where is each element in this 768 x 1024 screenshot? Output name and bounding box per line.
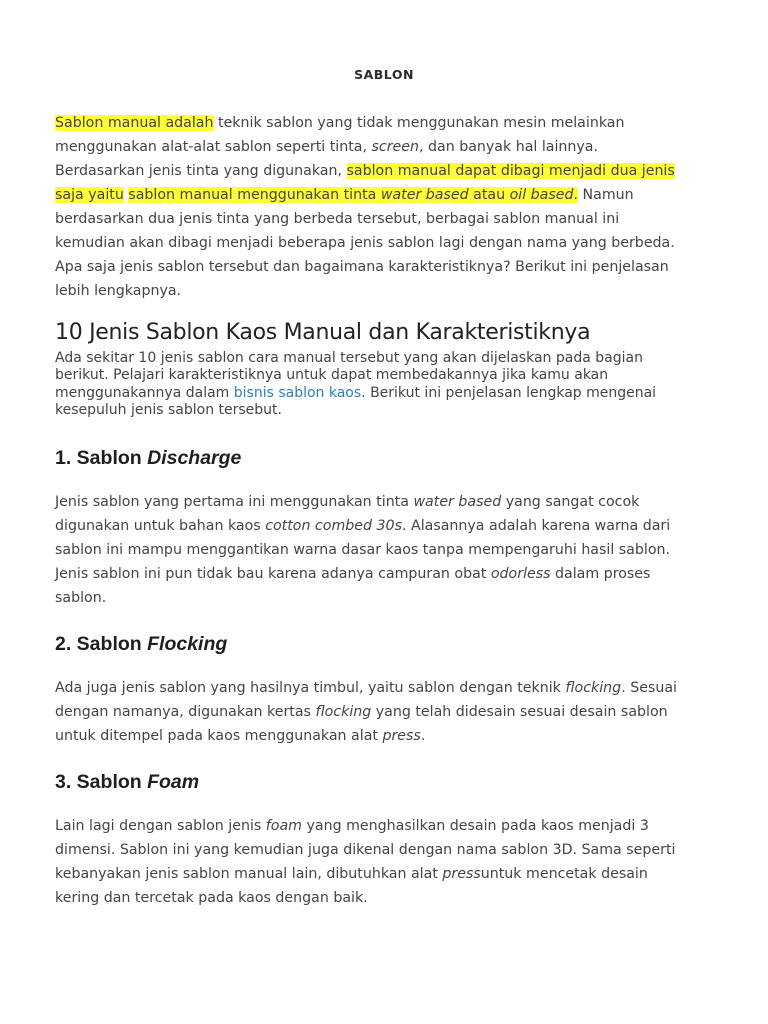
text-line (55, 135, 725, 159)
text: Ada juga jenis sablon yang hasilnya timbul, yaitu sablon dengan teknik (55, 680, 566, 696)
text: . Berikut ini penjelasan lengkap mengenai (361, 384, 657, 401)
highlighted-text: sablon manual dapat dibagi menjadi dua jenis (346, 163, 675, 179)
item-heading-flocking (55, 633, 227, 656)
text-line (55, 562, 725, 586)
text: , dan banyak hal lainnya. (418, 139, 599, 155)
text-line: kering dan tercetak pada kaos dengan baik. (55, 890, 368, 906)
text-line: lebih lengkapnya. (55, 283, 182, 299)
text: 3. Sablon (55, 771, 148, 793)
text: atau (468, 187, 510, 203)
highlighted-text: Sablon manual adalah (55, 115, 214, 131)
document-title: SABLON (354, 67, 414, 82)
italic-text: press (382, 728, 421, 744)
bisnis-sablon-kaos-link[interactable]: bisnis sablon kaos (233, 384, 362, 401)
text-line: berdasarkan dua jenis tinta yang berbeda tersebut, berbagai sablon manual ini (55, 211, 620, 227)
text: teknik sablon yang tidak menggunakan mesin melainkan (213, 115, 625, 131)
text: untuk ditempel pada kaos menggunakan alat (55, 728, 383, 744)
italic-text: press (442, 866, 481, 882)
text-line: dimensi. Sablon ini yang kemudian juga dikenal dengan nama sablon 3D. Sama seperti (55, 842, 676, 858)
text-line (55, 514, 725, 538)
text: 1. Sablon (55, 447, 148, 469)
text: Berdasarkan jenis tinta yang digunakan, (55, 163, 347, 179)
text: 2. Sablon (55, 633, 148, 655)
text: yang sangat cocok (501, 494, 640, 510)
text-line (55, 814, 725, 838)
italic-text: flocking (565, 680, 622, 696)
italic-text: cotton combed 30s (265, 518, 402, 534)
highlighted-text (128, 187, 578, 203)
text-line: Ada sekitar 10 jenis sablon cara manual tersebut yang akan dijelaskan pada bagian (55, 350, 643, 366)
item-paragraph-foam (55, 814, 725, 910)
text: digunakan untuk bahan kaos (55, 518, 266, 534)
text: . Sesuai (621, 680, 677, 696)
text-line (55, 159, 725, 183)
text: Namun (578, 187, 634, 203)
text-line: kesepuluh jenis sablon tersebut. (55, 401, 282, 418)
text: yang menghasilkan desain pada kaos menjadi 3 (302, 818, 649, 834)
text: menggunakannya dalam (55, 384, 234, 401)
item-paragraph-flocking (55, 676, 725, 748)
highlighted-text: saja yaitu (55, 187, 124, 203)
italic-text: water based (380, 187, 469, 203)
text-line (55, 700, 725, 724)
text-line: kemudian akan dibagi menjadi beberapa jenis sablon lagi dengan nama yang berbeda. (55, 235, 675, 251)
text: yang telah didesain sesuai desain sablon (371, 704, 668, 720)
italic-text: flocking (315, 704, 372, 720)
item-heading-discharge (55, 447, 241, 470)
text-line (55, 862, 725, 886)
text: Lain lagi dengan sablon jenis (55, 818, 266, 834)
section-heading: 10 Jenis Sablon Kaos Manual dan Karakteristiknya (55, 320, 591, 345)
text-line (55, 111, 725, 135)
text: Jenis sablon yang pertama ini menggunakan tinta (55, 494, 414, 510)
text: Jenis sablon ini pun tidak bau karena adanya campuran obat (55, 566, 491, 582)
section-intro (55, 350, 735, 419)
text-line (55, 385, 735, 402)
intro-paragraph (55, 111, 725, 303)
italic-text: odorless (490, 566, 551, 582)
text-line: sablon. (55, 590, 107, 606)
text-line: berikut. Pelajari karakteristiknya untuk dapat membedakannya jika kamu akan (55, 367, 609, 384)
italic-text: Flocking (147, 633, 228, 655)
text: dalam proses (550, 566, 651, 582)
text: kebanyakan jenis sablon manual lain, dibutuhkan alat (55, 866, 443, 882)
text-line (55, 490, 725, 514)
italic-text: Discharge (147, 447, 242, 469)
item-heading-foam (55, 771, 199, 794)
italic-text: screen (371, 139, 419, 155)
text: . Alasannya adalah karena warna dari (401, 518, 671, 534)
text-line: sablon ini mampu menggantikan warna dasar kaos tanpa mempengaruhi hasil sablon. (55, 542, 671, 558)
text-line: Apa saja jenis sablon tersebut dan bagaimana karakteristiknya? Berikut ini penjelasan (55, 259, 669, 275)
text-line (55, 183, 725, 207)
text-line (55, 676, 725, 700)
italic-text: Foam (147, 771, 200, 793)
text: menggunakan alat-alat sablon seperti tinta, (55, 139, 372, 155)
text: sablon manual menggunakan tinta (128, 187, 381, 203)
italic-text: foam (265, 818, 302, 834)
text: dengan namanya, digunakan kertas (55, 704, 316, 720)
text: . (573, 187, 579, 203)
italic-text: oil based (509, 187, 574, 203)
text-line (55, 724, 725, 748)
text: . (420, 728, 426, 744)
text: untuk mencetak desain (480, 866, 648, 882)
italic-text: water based (413, 494, 502, 510)
item-paragraph-discharge (55, 490, 725, 610)
